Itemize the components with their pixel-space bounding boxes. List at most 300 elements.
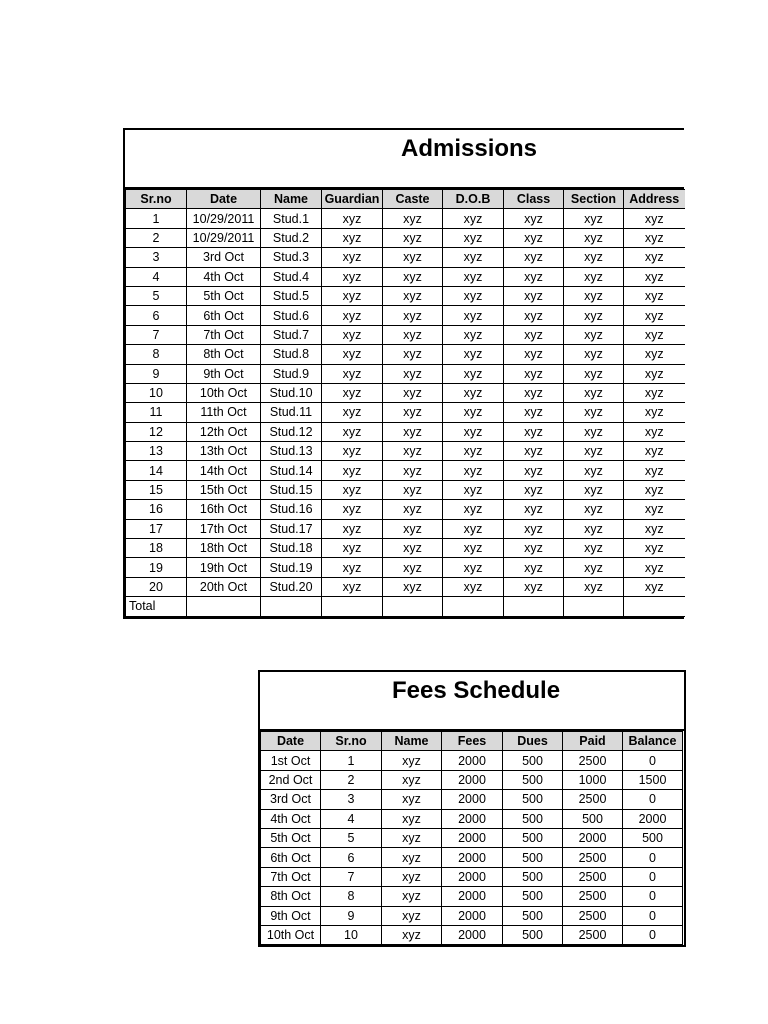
empty-cell: [187, 597, 261, 616]
table-row: [261, 867, 683, 886]
table-cell: xyz: [564, 519, 624, 538]
table-row: [126, 383, 685, 402]
table-cell: xyz: [624, 383, 685, 402]
table-cell: xyz: [322, 403, 383, 422]
table-cell: xyz: [564, 500, 624, 519]
empty-cell: [504, 597, 564, 616]
table-row: [261, 790, 683, 809]
table-cell: xyz: [504, 461, 564, 480]
table-cell: 1: [126, 209, 187, 228]
table-cell: 0: [623, 751, 683, 770]
empty-cell: [564, 597, 624, 616]
table-cell: xyz: [564, 248, 624, 267]
table-cell: xyz: [322, 325, 383, 344]
table-cell: Stud.6: [261, 306, 322, 325]
table-cell: 2000: [442, 770, 503, 789]
table-cell: xyz: [624, 519, 685, 538]
table-cell: xyz: [382, 790, 442, 809]
admissions-sheet: [123, 128, 684, 619]
table-cell: Stud.13: [261, 442, 322, 461]
table-cell: xyz: [504, 519, 564, 538]
table-cell: Stud.11: [261, 403, 322, 422]
table-cell: Stud.7: [261, 325, 322, 344]
table-cell: 0: [623, 848, 683, 867]
table-cell: 500: [503, 751, 563, 770]
table-cell: 0: [623, 790, 683, 809]
total-row: [126, 597, 685, 616]
table-cell: Stud.10: [261, 383, 322, 402]
table-cell: 0: [623, 867, 683, 886]
table-cell: 2: [126, 228, 187, 247]
table-cell: xyz: [443, 558, 504, 577]
table-cell: 500: [503, 770, 563, 789]
table-cell: xyz: [322, 364, 383, 383]
table-cell: xyz: [564, 461, 624, 480]
table-cell: 2000: [623, 809, 683, 828]
table-cell: 14: [126, 461, 187, 480]
table-cell: 4th Oct: [187, 267, 261, 286]
table-cell: 19: [126, 558, 187, 577]
table-cell: 3: [321, 790, 382, 809]
table-cell: xyz: [382, 809, 442, 828]
table-cell: 500: [503, 867, 563, 886]
table-row: [126, 577, 685, 596]
table-cell: 18th Oct: [187, 539, 261, 558]
table-cell: Stud.17: [261, 519, 322, 538]
table-cell: 3: [126, 248, 187, 267]
empty-cell: [443, 597, 504, 616]
table-row: [261, 809, 683, 828]
table-row: [126, 209, 685, 228]
table-cell: 7th Oct: [187, 325, 261, 344]
table-cell: xyz: [564, 286, 624, 305]
table-row: [126, 461, 685, 480]
table-row: [126, 558, 685, 577]
table-cell: xyz: [564, 267, 624, 286]
table-cell: xyz: [382, 887, 442, 906]
table-cell: xyz: [322, 539, 383, 558]
table-cell: xyz: [624, 577, 685, 596]
table-cell: xyz: [322, 461, 383, 480]
table-cell: 500: [503, 848, 563, 867]
table-cell: 7: [321, 867, 382, 886]
table-cell: 3rd Oct: [261, 790, 321, 809]
table-cell: xyz: [564, 539, 624, 558]
table-cell: 2000: [442, 867, 503, 886]
table-cell: xyz: [383, 577, 443, 596]
table-cell: 19th Oct: [187, 558, 261, 577]
table-cell: 9th Oct: [261, 906, 321, 925]
table-cell: xyz: [443, 442, 504, 461]
table-cell: xyz: [504, 345, 564, 364]
table-cell: xyz: [504, 267, 564, 286]
empty-cell: [624, 597, 685, 616]
table-row: [126, 422, 685, 441]
fees-title: Fees Schedule: [392, 677, 561, 704]
table-cell: 2500: [563, 925, 623, 944]
table-cell: xyz: [504, 500, 564, 519]
table-cell: xyz: [504, 306, 564, 325]
table-cell: xyz: [443, 500, 504, 519]
table-cell: 2000: [442, 848, 503, 867]
table-cell: xyz: [564, 209, 624, 228]
table-cell: xyz: [624, 306, 685, 325]
table-cell: xyz: [564, 442, 624, 461]
table-cell: 8th Oct: [261, 887, 321, 906]
column-header: Date: [187, 190, 261, 209]
table-cell: xyz: [504, 577, 564, 596]
table-cell: xyz: [564, 364, 624, 383]
table-cell: 0: [623, 925, 683, 944]
fees-table: [260, 731, 683, 945]
table-cell: xyz: [624, 403, 685, 422]
table-cell: 1: [321, 751, 382, 770]
table-cell: xyz: [383, 500, 443, 519]
table-cell: 9th Oct: [187, 364, 261, 383]
table-cell: xyz: [443, 364, 504, 383]
table-cell: xyz: [443, 577, 504, 596]
table-cell: 8: [126, 345, 187, 364]
table-cell: xyz: [383, 209, 443, 228]
table-cell: xyz: [624, 539, 685, 558]
table-cell: xyz: [624, 325, 685, 344]
table-cell: xyz: [443, 228, 504, 247]
table-row: [126, 403, 685, 422]
table-cell: 10th Oct: [187, 383, 261, 402]
table-cell: xyz: [564, 403, 624, 422]
table-row: [126, 228, 685, 247]
table-cell: 9: [126, 364, 187, 383]
table-cell: 2500: [563, 867, 623, 886]
table-cell: xyz: [383, 539, 443, 558]
admissions-title: Admissions: [401, 135, 538, 162]
table-cell: xyz: [504, 422, 564, 441]
table-cell: Stud.19: [261, 558, 322, 577]
table-cell: 18: [126, 539, 187, 558]
table-cell: 500: [503, 790, 563, 809]
table-cell: xyz: [382, 906, 442, 925]
table-cell: 1000: [563, 770, 623, 789]
table-cell: Stud.18: [261, 539, 322, 558]
table-cell: xyz: [443, 345, 504, 364]
table-cell: 5: [126, 286, 187, 305]
column-header: Caste: [383, 190, 443, 209]
table-cell: Stud.1: [261, 209, 322, 228]
table-cell: xyz: [322, 383, 383, 402]
table-cell: 9: [321, 906, 382, 925]
table-cell: 500: [503, 906, 563, 925]
table-row: [126, 480, 685, 499]
table-cell: xyz: [322, 267, 383, 286]
column-header: Name: [261, 190, 322, 209]
table-cell: 4: [321, 809, 382, 828]
table-cell: xyz: [504, 403, 564, 422]
table-cell: Stud.14: [261, 461, 322, 480]
table-cell: xyz: [322, 306, 383, 325]
table-cell: 7th Oct: [261, 867, 321, 886]
table-cell: xyz: [504, 228, 564, 247]
table-cell: xyz: [564, 577, 624, 596]
table-cell: 10: [321, 925, 382, 944]
table-cell: 5th Oct: [187, 286, 261, 305]
table-cell: xyz: [383, 442, 443, 461]
table-row: [126, 325, 685, 344]
table-cell: 500: [503, 828, 563, 847]
table-cell: xyz: [443, 267, 504, 286]
table-cell: 4th Oct: [261, 809, 321, 828]
table-cell: xyz: [504, 325, 564, 344]
table-cell: xyz: [443, 461, 504, 480]
table-row: [126, 500, 685, 519]
table-cell: xyz: [624, 345, 685, 364]
table-cell: 500: [563, 809, 623, 828]
table-cell: 7: [126, 325, 187, 344]
table-cell: xyz: [564, 306, 624, 325]
column-header: Sr.no: [321, 732, 382, 751]
table-cell: xyz: [624, 442, 685, 461]
table-cell: Stud.3: [261, 248, 322, 267]
column-header: Paid: [563, 732, 623, 751]
table-cell: 2000: [442, 887, 503, 906]
table-cell: 500: [623, 828, 683, 847]
table-cell: xyz: [322, 577, 383, 596]
table-cell: xyz: [624, 267, 685, 286]
table-cell: xyz: [624, 209, 685, 228]
table-cell: xyz: [383, 519, 443, 538]
table-cell: 15: [126, 480, 187, 499]
column-header: Balance: [623, 732, 683, 751]
table-row: [126, 248, 685, 267]
table-row: [126, 539, 685, 558]
table-cell: xyz: [564, 345, 624, 364]
column-header: Section: [564, 190, 624, 209]
table-cell: xyz: [564, 558, 624, 577]
table-cell: xyz: [322, 558, 383, 577]
table-row: [261, 906, 683, 925]
table-cell: Stud.20: [261, 577, 322, 596]
table-cell: 20th Oct: [187, 577, 261, 596]
table-cell: 1st Oct: [261, 751, 321, 770]
table-cell: 2000: [442, 906, 503, 925]
table-cell: xyz: [624, 228, 685, 247]
admissions-header-row: [126, 190, 685, 209]
table-cell: 5: [321, 828, 382, 847]
table-cell: 2500: [563, 751, 623, 770]
table-cell: 2500: [563, 848, 623, 867]
table-cell: xyz: [322, 480, 383, 499]
table-cell: 500: [503, 809, 563, 828]
table-cell: 2000: [442, 809, 503, 828]
table-row: [261, 751, 683, 770]
column-header: Dues: [503, 732, 563, 751]
table-cell: xyz: [443, 422, 504, 441]
table-cell: xyz: [383, 364, 443, 383]
table-cell: xyz: [504, 558, 564, 577]
table-cell: xyz: [382, 867, 442, 886]
table-cell: xyz: [383, 422, 443, 441]
table-cell: 10th Oct: [261, 925, 321, 944]
table-cell: xyz: [383, 228, 443, 247]
table-cell: 13th Oct: [187, 442, 261, 461]
table-cell: 11: [126, 403, 187, 422]
table-cell: 6: [126, 306, 187, 325]
table-cell: 2nd Oct: [261, 770, 321, 789]
table-cell: 17th Oct: [187, 519, 261, 538]
column-header: Guardian: [322, 190, 383, 209]
table-cell: Stud.8: [261, 345, 322, 364]
table-cell: xyz: [383, 286, 443, 305]
table-cell: xyz: [443, 383, 504, 402]
table-cell: xyz: [443, 480, 504, 499]
column-header: Address: [624, 190, 685, 209]
column-header: Class: [504, 190, 564, 209]
table-cell: xyz: [624, 500, 685, 519]
table-row: [261, 828, 683, 847]
empty-cell: [383, 597, 443, 616]
table-cell: xyz: [322, 442, 383, 461]
table-row: [126, 267, 685, 286]
table-cell: xyz: [624, 364, 685, 383]
table-cell: xyz: [504, 480, 564, 499]
table-cell: 2000: [442, 751, 503, 770]
table-cell: xyz: [564, 422, 624, 441]
table-cell: xyz: [322, 345, 383, 364]
table-cell: 12th Oct: [187, 422, 261, 441]
table-cell: Stud.5: [261, 286, 322, 305]
table-cell: xyz: [443, 325, 504, 344]
table-cell: xyz: [443, 519, 504, 538]
table-cell: xyz: [382, 770, 442, 789]
table-row: [126, 286, 685, 305]
table-row: [126, 442, 685, 461]
column-header: Name: [382, 732, 442, 751]
table-row: [261, 925, 683, 944]
table-cell: xyz: [322, 209, 383, 228]
table-cell: xyz: [383, 306, 443, 325]
table-cell: 1500: [623, 770, 683, 789]
table-cell: xyz: [383, 248, 443, 267]
table-cell: 2000: [442, 925, 503, 944]
table-cell: xyz: [564, 228, 624, 247]
table-cell: Stud.16: [261, 500, 322, 519]
table-cell: xyz: [382, 848, 442, 867]
table-cell: xyz: [383, 383, 443, 402]
table-cell: 16: [126, 500, 187, 519]
table-cell: Stud.4: [261, 267, 322, 286]
table-cell: 12: [126, 422, 187, 441]
column-header: D.O.B: [443, 190, 504, 209]
table-cell: xyz: [443, 403, 504, 422]
table-cell: Stud.12: [261, 422, 322, 441]
table-cell: xyz: [443, 539, 504, 558]
table-cell: xyz: [383, 403, 443, 422]
table-cell: xyz: [322, 519, 383, 538]
table-cell: xyz: [382, 828, 442, 847]
table-cell: 8th Oct: [187, 345, 261, 364]
admissions-title-row: [125, 130, 684, 189]
column-header: Date: [261, 732, 321, 751]
table-cell: xyz: [322, 500, 383, 519]
table-cell: xyz: [624, 422, 685, 441]
table-cell: xyz: [383, 345, 443, 364]
table-row: [126, 519, 685, 538]
table-cell: xyz: [383, 480, 443, 499]
table-cell: xyz: [504, 539, 564, 558]
table-row: [261, 848, 683, 867]
table-row: [261, 770, 683, 789]
table-cell: xyz: [322, 286, 383, 305]
table-row: [126, 345, 685, 364]
table-cell: 4: [126, 267, 187, 286]
table-cell: xyz: [504, 209, 564, 228]
table-cell: 2500: [563, 790, 623, 809]
table-cell: 2000: [563, 828, 623, 847]
table-cell: 5th Oct: [261, 828, 321, 847]
table-cell: 20: [126, 577, 187, 596]
admissions-table: [125, 189, 685, 617]
fees-title-row: [260, 672, 684, 731]
table-cell: 500: [503, 887, 563, 906]
table-cell: xyz: [443, 248, 504, 267]
table-cell: xyz: [382, 925, 442, 944]
table-cell: xyz: [504, 442, 564, 461]
table-cell: xyz: [624, 286, 685, 305]
table-cell: 2500: [563, 887, 623, 906]
table-cell: xyz: [383, 558, 443, 577]
table-cell: 15th Oct: [187, 480, 261, 499]
table-cell: 14th Oct: [187, 461, 261, 480]
table-row: [126, 306, 685, 325]
table-cell: 6th Oct: [261, 848, 321, 867]
table-cell: xyz: [443, 209, 504, 228]
table-cell: 10/29/2011: [187, 209, 261, 228]
table-cell: 6: [321, 848, 382, 867]
table-cell: 2: [321, 770, 382, 789]
column-header: Fees: [442, 732, 503, 751]
column-header: Sr.no: [126, 190, 187, 209]
table-cell: xyz: [443, 286, 504, 305]
table-cell: 0: [623, 887, 683, 906]
table-cell: xyz: [383, 325, 443, 344]
table-cell: xyz: [322, 422, 383, 441]
empty-cell: [322, 597, 383, 616]
table-cell: 16th Oct: [187, 500, 261, 519]
table-cell: xyz: [383, 461, 443, 480]
table-cell: Stud.9: [261, 364, 322, 383]
table-row: [261, 887, 683, 906]
table-cell: 3rd Oct: [187, 248, 261, 267]
table-cell: 500: [503, 925, 563, 944]
fees-schedule-sheet: [258, 670, 686, 947]
table-cell: xyz: [624, 558, 685, 577]
table-cell: 11th Oct: [187, 403, 261, 422]
table-cell: xyz: [322, 248, 383, 267]
table-cell: xyz: [504, 364, 564, 383]
table-cell: 6th Oct: [187, 306, 261, 325]
table-cell: 8: [321, 887, 382, 906]
table-cell: xyz: [564, 325, 624, 344]
table-cell: xyz: [624, 248, 685, 267]
table-cell: Stud.15: [261, 480, 322, 499]
empty-cell: [261, 597, 322, 616]
table-cell: xyz: [383, 267, 443, 286]
table-cell: 2500: [563, 906, 623, 925]
table-cell: 13: [126, 442, 187, 461]
table-cell: 2000: [442, 790, 503, 809]
table-cell: xyz: [624, 461, 685, 480]
table-cell: xyz: [624, 480, 685, 499]
table-cell: xyz: [564, 480, 624, 499]
